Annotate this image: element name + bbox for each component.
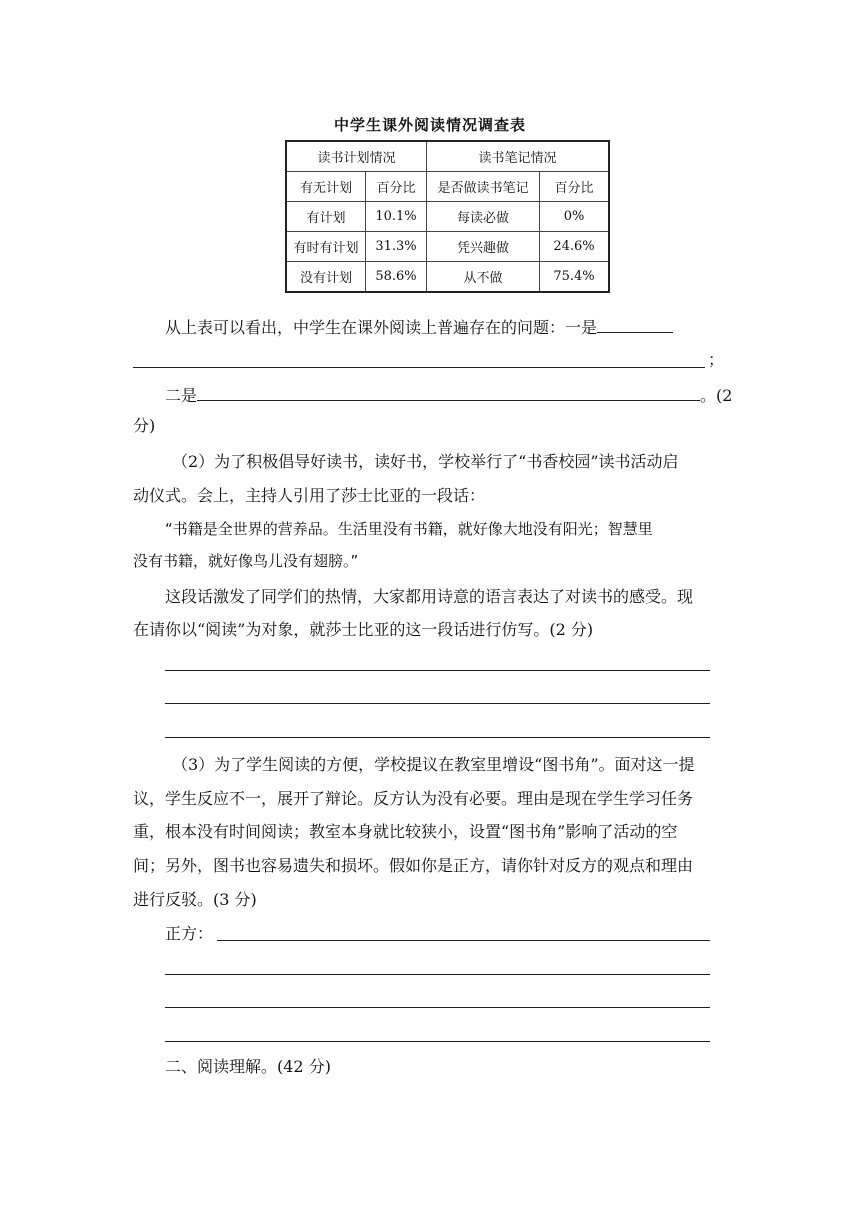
table-cell: 从不做 <box>427 262 540 293</box>
q3-line3: 重，根本没有时间阅读；教室本身就比较狭小，设置“图书角”影响了活动的空 <box>133 822 678 841</box>
column-header: 百分比 <box>366 172 427 202</box>
answer-blank[interactable] <box>197 384 700 401</box>
table-cell: 凭兴趣做 <box>427 232 540 262</box>
column-header: 是否做读书笔记 <box>427 172 540 202</box>
answer-line[interactable] <box>217 940 710 941</box>
table-cell: 10.1% <box>366 202 427 232</box>
answer-line[interactable] <box>165 974 710 975</box>
q1-semicolon: ； <box>708 350 725 369</box>
q2-line4: 在请你以“阅读”为对象，就莎士比亚的这一段话进行仿写。(2 分) <box>133 620 594 639</box>
table-cell: 0% <box>540 202 610 232</box>
answer-line[interactable] <box>165 670 710 671</box>
q3-line2: 议，学生反应不一，展开了辩论。反方认为没有必要。理由是现在学生学习任务 <box>133 789 694 808</box>
section-heading: 二、阅读理解。(42 分) <box>165 1057 331 1076</box>
q2-line1: （2）为了积极倡导好读书，读好书，学校举行了“书香校园”读书活动启 <box>172 452 679 471</box>
table-row <box>286 262 609 293</box>
q1-second-label: 二是 <box>165 386 198 405</box>
table-group-header-row <box>286 141 609 172</box>
answer-blank[interactable] <box>133 367 705 368</box>
q2-line2: 动仪式。会上，主持人引用了莎士比亚的一段话： <box>133 486 486 505</box>
group-header-plan: 读书计划情况 <box>286 141 427 172</box>
q3-line1: （3）为了学生阅读的方便，学校提议在教室里增设“图书角”。面对这一提 <box>172 755 695 774</box>
answer-line[interactable] <box>165 1041 710 1042</box>
q1-score: 。(2 <box>700 386 733 405</box>
table-column-header-row <box>286 172 609 202</box>
group-header-notes: 读书笔记情况 <box>427 141 610 172</box>
q2-quote-line2: 没有书籍，就好像鸟儿没有翅膀。” <box>133 552 359 570</box>
q1-prompt: 从上表可以看出，中学生在课外阅读上普遍存在的问题：一是 <box>165 318 598 337</box>
q1-score-end: 分) <box>133 416 156 435</box>
table-cell: 有时有计划 <box>286 232 366 262</box>
table-cell: 没有计划 <box>286 262 366 293</box>
table-cell: 有计划 <box>286 202 366 232</box>
q1-line1 <box>165 316 673 338</box>
table-row <box>286 232 609 262</box>
answer-line[interactable] <box>165 703 710 704</box>
answer-line[interactable] <box>165 737 710 738</box>
q2-line3: 这段话激发了同学们的热情，大家都用诗意的语言表达了对读书的感受。现 <box>165 587 694 606</box>
table-row <box>286 202 609 232</box>
table-cell: 31.3% <box>366 232 427 262</box>
table-cell: 24.6% <box>540 232 610 262</box>
answer-blank[interactable] <box>597 316 673 333</box>
table-cell: 每读必做 <box>427 202 540 232</box>
column-header: 百分比 <box>540 172 610 202</box>
column-header: 有无计划 <box>286 172 366 202</box>
q3-answer-label: 正方： <box>165 924 214 943</box>
q1-line3 <box>165 384 732 406</box>
q3-line5: 进行反驳。(3 分) <box>133 890 257 909</box>
table-cell: 75.4% <box>540 262 610 293</box>
table-cell: 58.6% <box>366 262 427 293</box>
table-title: 中学生课外阅读情况调查表 <box>333 116 526 134</box>
q2-quote-line1: “书籍是全世界的营养品。生活里没有书籍，就好像大地没有阳光；智慧里 <box>165 520 653 538</box>
answer-line[interactable] <box>165 1007 710 1008</box>
q3-line4: 间；另外，图书也容易遗失和损坏。假如你是正方，请你针对反方的观点和理由 <box>133 856 694 875</box>
survey-table <box>285 140 610 293</box>
